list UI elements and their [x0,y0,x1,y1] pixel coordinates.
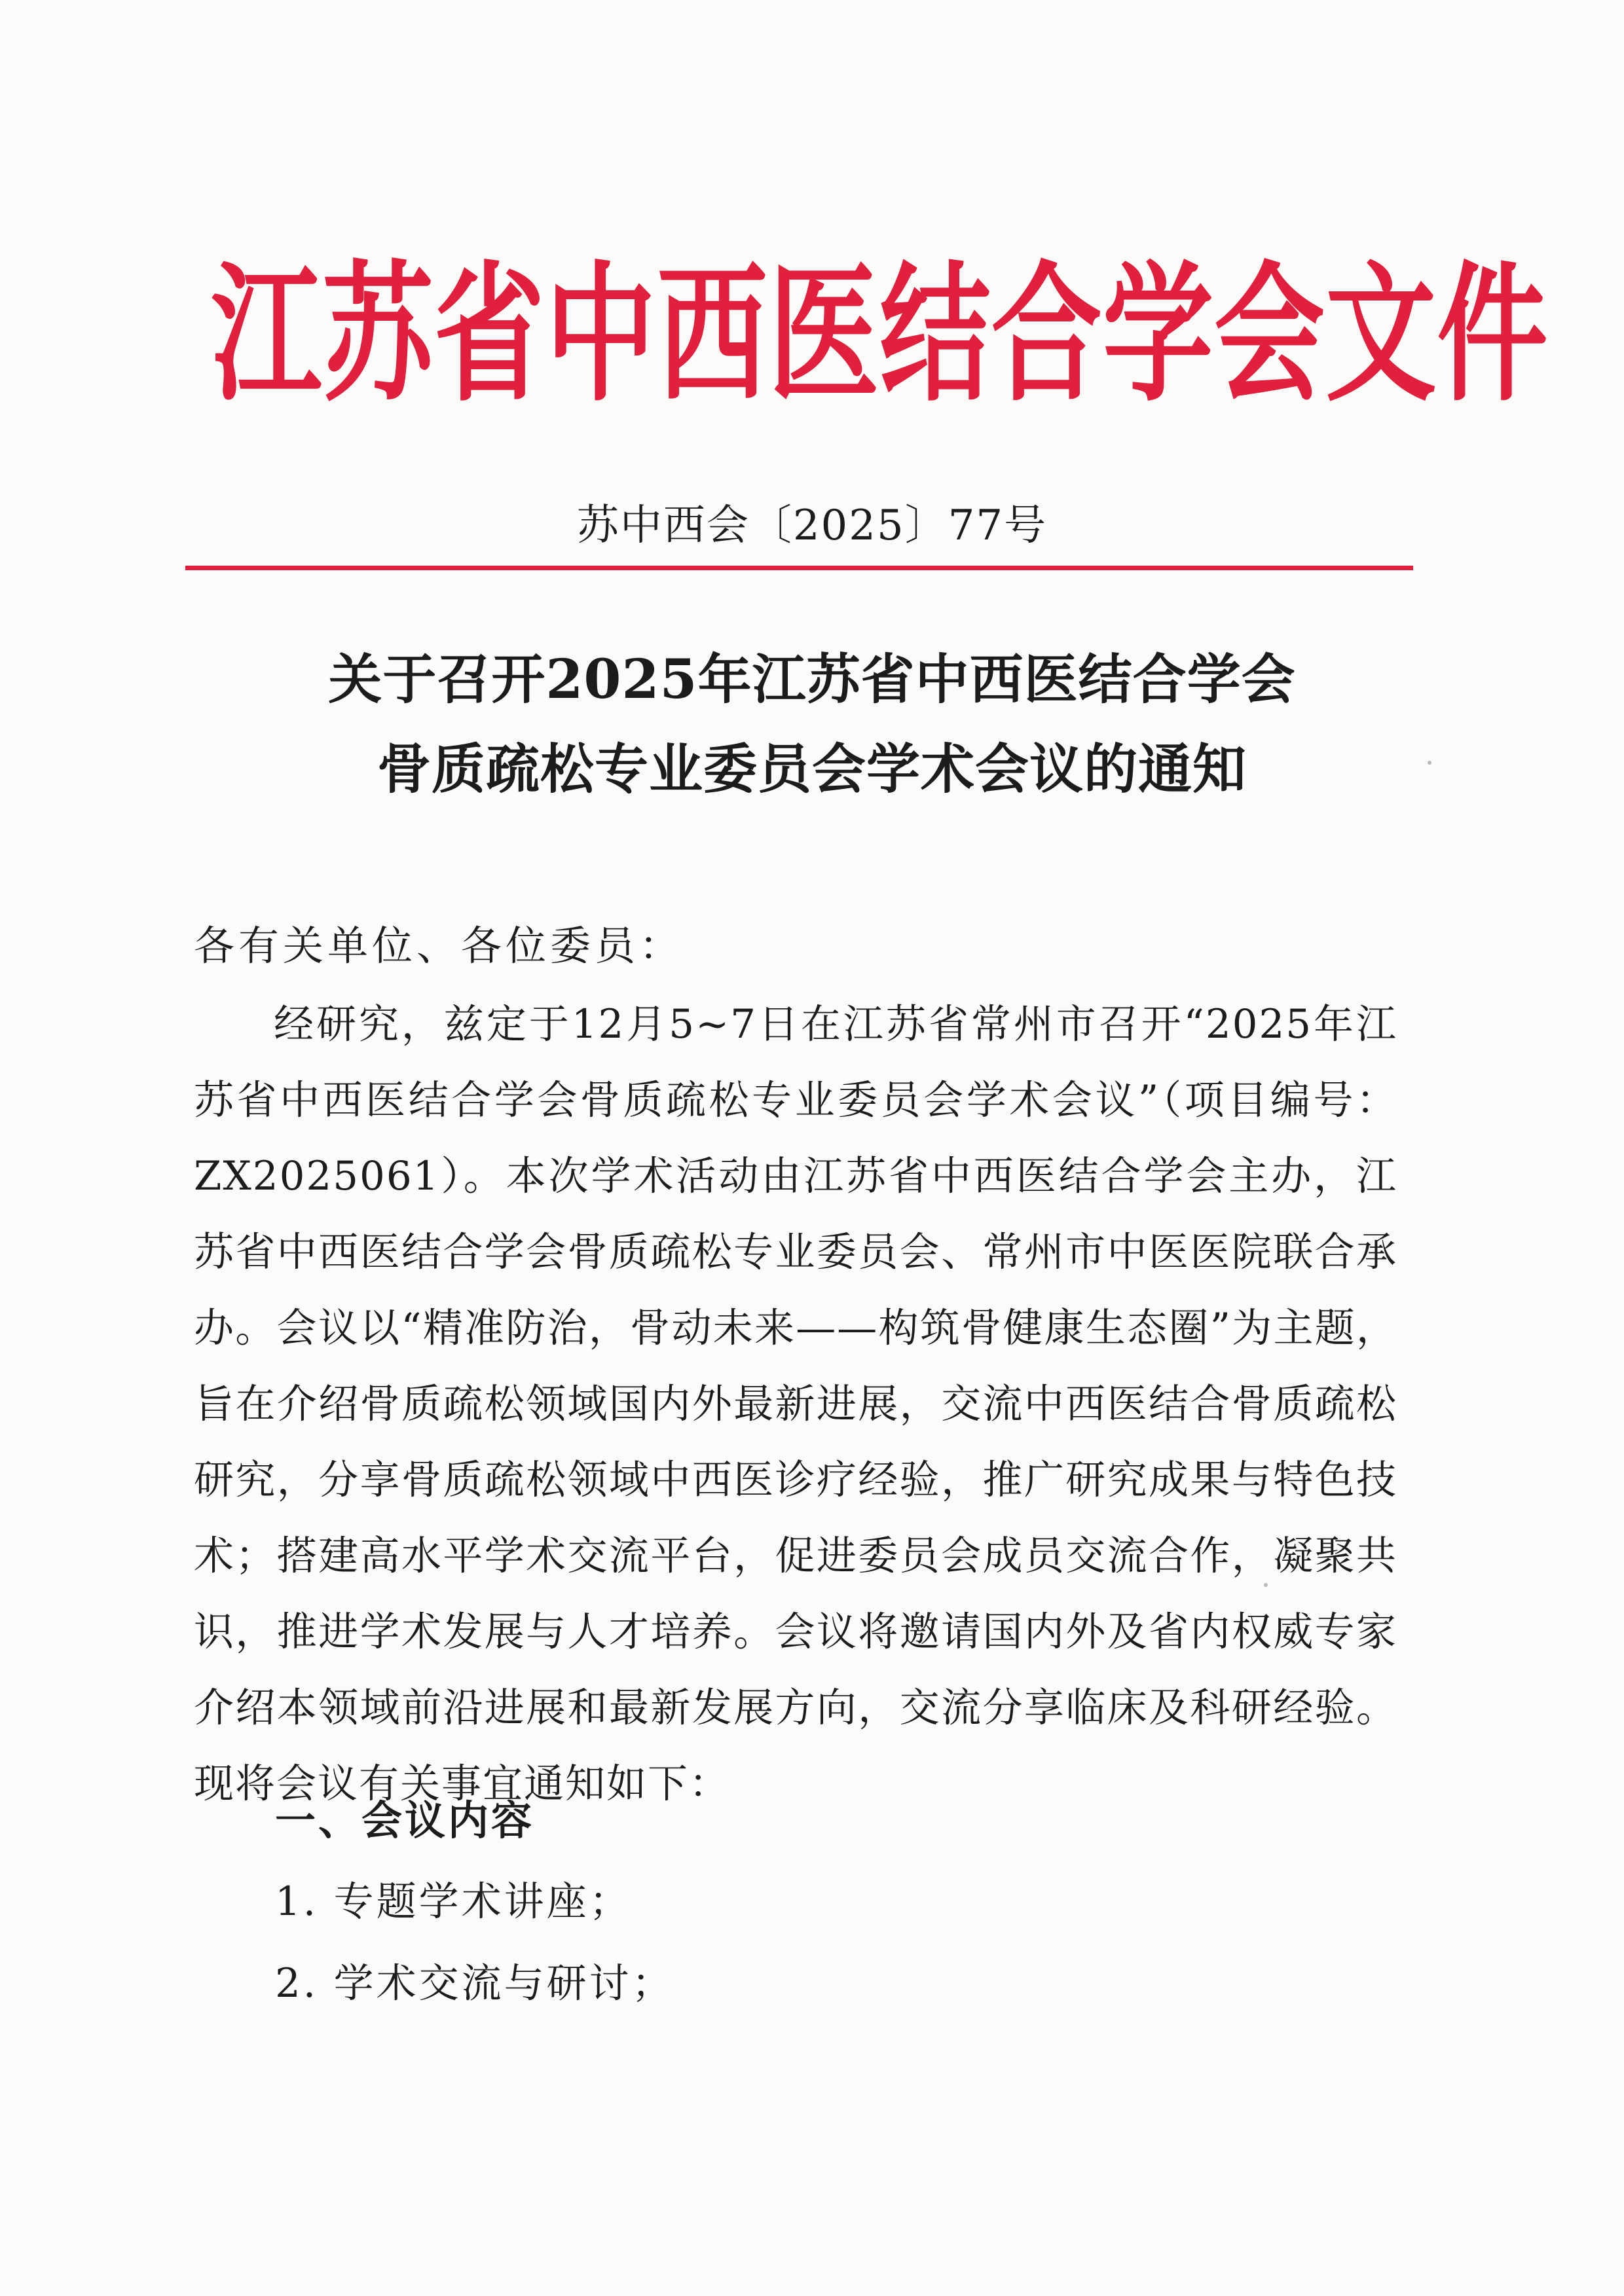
salutation: 各有关单位、各位委员： [194,922,684,970]
document-masthead: 江苏省中西医结合学会文件 [211,246,1549,422]
list-item: 2. 学术交流与研讨； [275,1960,674,2007]
notice-title-line-2: 骨质疏松专业委员会学术会议的通知 [377,738,1247,801]
scan-speck [1428,761,1431,765]
body-paragraph: 经研究，兹定于12月5~7日在江苏省常州市召开“2025年江苏省中西医结合学会骨质疏松专业委员会学术会议”（项目编号：ZX2025061）。本次学术活动由江苏省中西医结合学会主办，江苏省中西医结合学会骨质疏松专业委员会、常州市中医医院联合承办。会议以“精准防治，骨动未来——构筑骨健康生态圈”为主题，旨在介绍骨质疏松领域国内外最新进展，交流中西医结合骨质疏松研究，分享骨质疏松领域中西医诊疗经验，推广研究成果与特色技术；搭建高水平学术交流平台，促进委员会成员交流合作，凝聚共识，推进学术发展与人才培养。会议将邀请国内外及省内权威专家介绍本领域前沿进展和最新发展方向，交流分享临床及科研经验。现将会议有关事宜通知如下： [194,1001,1397,1807]
notice-title-line-1: 关于召开2025年江苏省中西医结合学会 [328,648,1296,711]
list-item: 1. 专题学术讲座； [275,1878,632,1925]
section-heading-meeting-content: 一、会议内容 [275,1796,535,1844]
scan-speck [1264,1583,1268,1587]
masthead-divider [185,566,1413,570]
document-number: 苏中西会〔2025〕77号 [576,501,1048,550]
